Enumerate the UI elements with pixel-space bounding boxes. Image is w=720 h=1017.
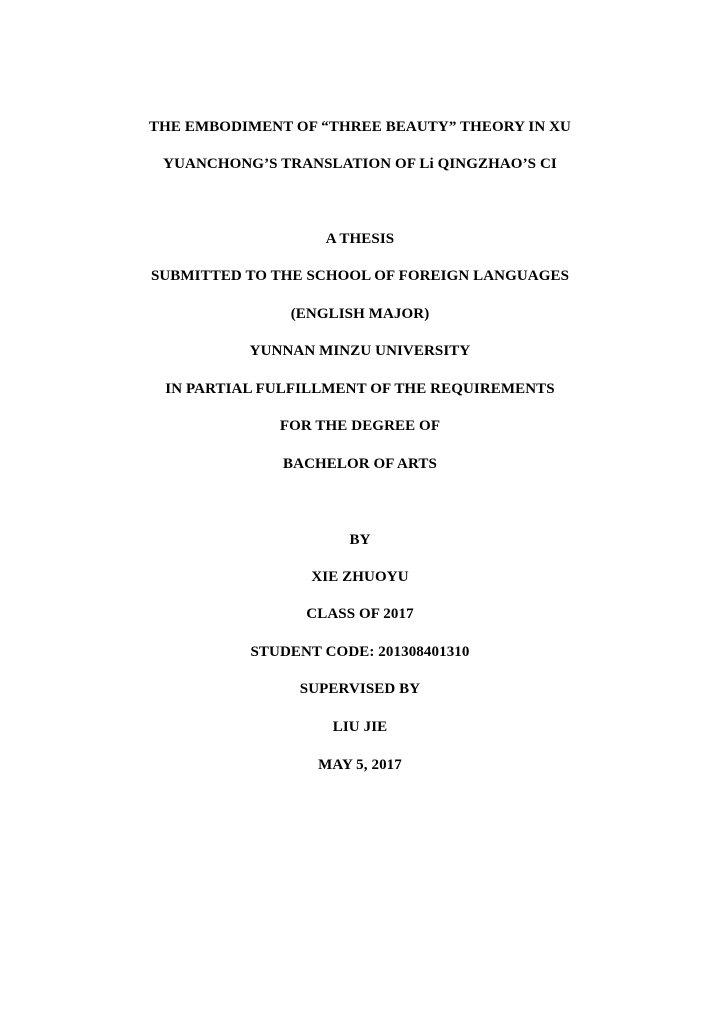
class-line: CLASS OF 2017 (306, 606, 414, 622)
author-name: XIE ZHUOYU (311, 569, 409, 585)
university-line: YUNNAN MINZU UNIVERSITY (249, 343, 471, 359)
date-line: MAY 5, 2017 (318, 757, 402, 773)
fulfillment-line: IN PARTIAL FULFILLMENT OF THE REQUIREMENTS (165, 381, 555, 397)
supervisor-name: LIU JIE (332, 719, 388, 735)
degree-for-line: FOR THE DEGREE OF (279, 418, 441, 434)
student-code-line: STUDENT CODE: 201308401310 (250, 644, 470, 660)
thesis-title-line-2: YUANCHONG’S TRANSLATION OF Li QINGZHAO’S CI (163, 156, 557, 172)
submitted-to-line: SUBMITTED TO THE SCHOOL OF FOREIGN LANGUAGES (150, 268, 570, 284)
supervised-by-line: SUPERVISED BY (299, 681, 421, 697)
degree-line: BACHELOR OF ARTS (283, 456, 437, 472)
thesis-label: A THESIS (325, 231, 395, 247)
thesis-title-line-1: THE EMBODIMENT OF “THREE BEAUTY” THEORY IN XU (149, 119, 571, 135)
by-line: BY (349, 532, 371, 548)
major-line: (ENGLISH MAJOR) (290, 306, 430, 322)
